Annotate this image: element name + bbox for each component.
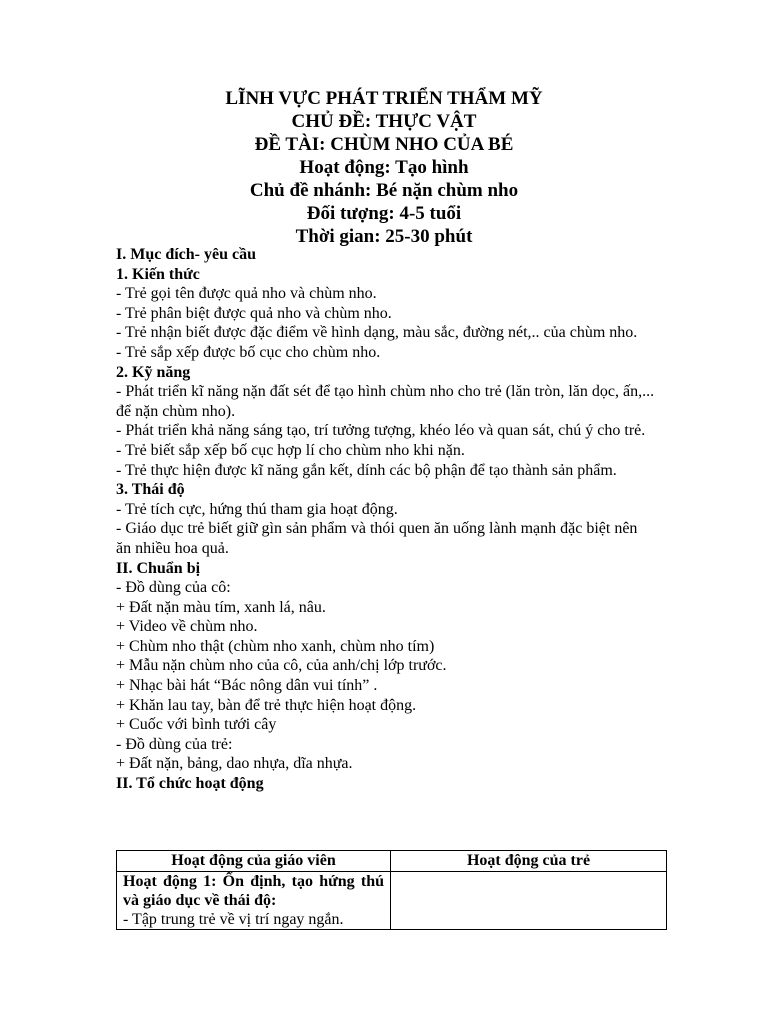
column-header-teacher: Hoạt động của giáo viên [117, 851, 391, 872]
subheading-knowledge: 1. Kiến thức [116, 265, 200, 283]
list-item: + Mẫu nặn chùm nho của cô, của anh/chị lớp trước. [116, 657, 447, 675]
list-item: + Chùm nho thật (chùm nho xanh, chùm nho tím) [116, 637, 435, 655]
list-item: - Trẻ tích cực, hứng thú tham gia hoạt động. [116, 500, 398, 518]
column-header-child: Hoạt động của trẻ [391, 851, 667, 872]
list-item: - Trẻ biết sắp xếp bố cục hợp lí cho chùm nho khi nặn. [116, 441, 465, 459]
activity-title: Hoạt động: Tạo hình [299, 157, 469, 178]
activity-1-text: - Tập trung trẻ về vị trí ngay ngắn. [123, 911, 344, 928]
list-item: + Đất nặn màu tím, xanh lá, nâu. [116, 598, 326, 616]
section-heading-objectives: I. Mục đích- yêu cầu [116, 246, 256, 263]
list-item: + Khăn lau tay, bàn để trẻ thực hiện hoạt động. [116, 696, 417, 714]
list-item: - Phát triển khả năng sáng tạo, trí tưởng tượng, khéo léo và quan sát, chú ý cho trẻ. [116, 422, 646, 440]
audience-title: Đối tượng: 4-5 tuổi [306, 203, 462, 224]
list-item: - Giáo dục trẻ biết giữ gìn sản phẩm và thói quen ăn uống lành mạnh đặc biệt nên ăn nhiều hoa quả. [116, 520, 638, 557]
subheading-attitude: 3. Thái độ [116, 481, 185, 499]
field-title: LĨNH VỰC PHÁT TRIỂN THẨM MỸ [225, 88, 543, 109]
list-item: - Đồ dùng của trẻ: [116, 735, 233, 753]
list-item: - Phát triển kĩ năng nặn đất sét để tạo hình chùm nho cho trẻ (lăn tròn, lăn dọc, ấn,... để nặn chùm nho). [116, 383, 655, 420]
list-item: + Đất nặn, bảng, dao nhựa, dĩa nhựa. [116, 755, 353, 773]
duration-title: Thời gian: 25-30 phút [295, 226, 473, 247]
list-item: + Cuốc với bình tưới cây [116, 716, 277, 734]
section-heading-preparation: II. Chuẩn bị [116, 559, 201, 577]
topic-title: CHỦ ĐỀ: THỰC VẬT [291, 111, 477, 132]
subtopic-title: Chủ đề nhánh: Bé nặn chùm nho [249, 180, 519, 201]
document-body [116, 245, 656, 794]
teacher-activity-cell [117, 872, 391, 930]
table-header-row [117, 851, 667, 872]
list-item: - Trẻ gọi tên được quả nho và chùm nho. [116, 285, 377, 303]
list-item: - Trẻ sắp xếp được bố cục cho chùm nho. [116, 343, 381, 361]
activities-table [116, 850, 667, 930]
list-item: + Video về chùm nho. [116, 618, 258, 636]
list-item: - Trẻ phân biệt được quả nho và chùm nho. [116, 304, 392, 322]
activity-1-title: Hoạt động 1: Ổn định, tạo hứng thú và giáo dục về thái độ: [123, 873, 384, 909]
list-item: - Đồ dùng của cô: [116, 579, 231, 597]
list-item: - Trẻ thực hiện được kĩ năng gắn kết, dính các bộ phận để tạo thành sản phẩm. [116, 461, 617, 479]
list-item: - Trẻ nhận biết được đặc điểm về hình dạng, màu sắc, đường nét,.. của chùm nho. [116, 324, 638, 342]
lesson-title: ĐỀ TÀI: CHÙM NHO CỦA BÉ [254, 134, 514, 155]
list-item: + Nhạc bài hát “Bác nông dân vui tính” . [116, 677, 378, 695]
section-heading-organization: II. Tổ chức hoạt động [116, 775, 264, 793]
child-activity-cell [391, 872, 667, 930]
document-header [0, 87, 768, 248]
subheading-skills: 2. Kỹ năng [116, 363, 191, 381]
table-row [117, 872, 667, 930]
